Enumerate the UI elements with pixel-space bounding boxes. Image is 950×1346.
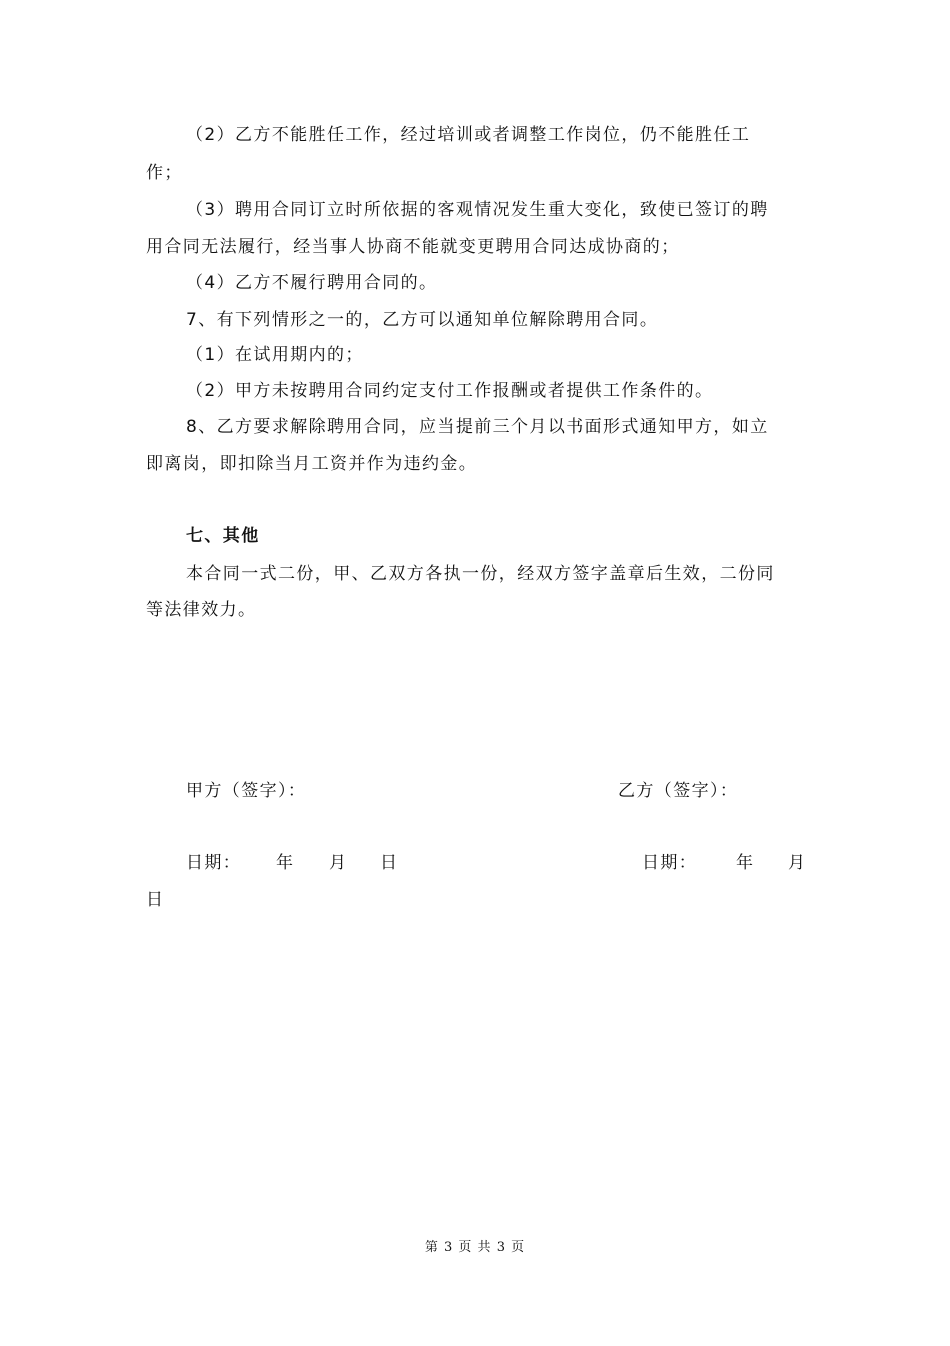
party-a-date-month: 月 [329, 853, 348, 873]
paragraph-line: 用合同无法履行，经当事人协商不能就变更聘用合同达成协商的； [146, 237, 680, 257]
paragraph-line: （2）乙方不能胜任工作，经过培训或者调整工作岗位，仍不能胜任工 [186, 125, 751, 145]
paragraph-line: （3）聘用合同订立时所依据的客观情况发生重大变化，致使已签订的聘 [186, 200, 769, 220]
page-footer: 第 3 页 共 3 页 [424, 1240, 526, 1255]
paragraph-line: 8、乙方要求解除聘用合同，应当提前三个月以书面形式通知甲方，如立 [186, 417, 769, 437]
party-b-date-label: 日期： [642, 853, 698, 873]
paragraph-line: 7、有下列情形之一的，乙方可以通知单位解除聘用合同。 [186, 310, 659, 330]
party-a-date-label: 日期： [186, 853, 242, 873]
party-a-date-year: 年 [276, 853, 295, 873]
paragraph-line: 即离岗，即扣除当月工资并作为违约金。 [146, 454, 478, 474]
party-a-date-day: 日 [380, 853, 399, 873]
paragraph-line: 等法律效力。 [146, 600, 257, 620]
paragraph-line: 作； [146, 163, 183, 183]
paragraph-line: （4）乙方不履行聘用合同的。 [186, 273, 438, 293]
party-b-date-month: 月 [788, 853, 807, 873]
party-a-signature-label: 甲方（签字）： [186, 781, 307, 801]
section-heading: 七、其他 [186, 526, 260, 546]
party-b-date-year: 年 [736, 853, 755, 873]
paragraph-line: （2）甲方未按聘用合同约定支付工作报酬或者提供工作条件的。 [186, 381, 714, 401]
paragraph-line: 本合同一式二份，甲、乙双方各执一份，经双方签字盖章后生效，二份同 [186, 564, 775, 584]
party-b-signature-label: 乙方（签字）： [618, 781, 739, 801]
paragraph-line: （1）在试用期内的； [186, 345, 364, 365]
party-b-date-day: 日 [146, 890, 165, 910]
